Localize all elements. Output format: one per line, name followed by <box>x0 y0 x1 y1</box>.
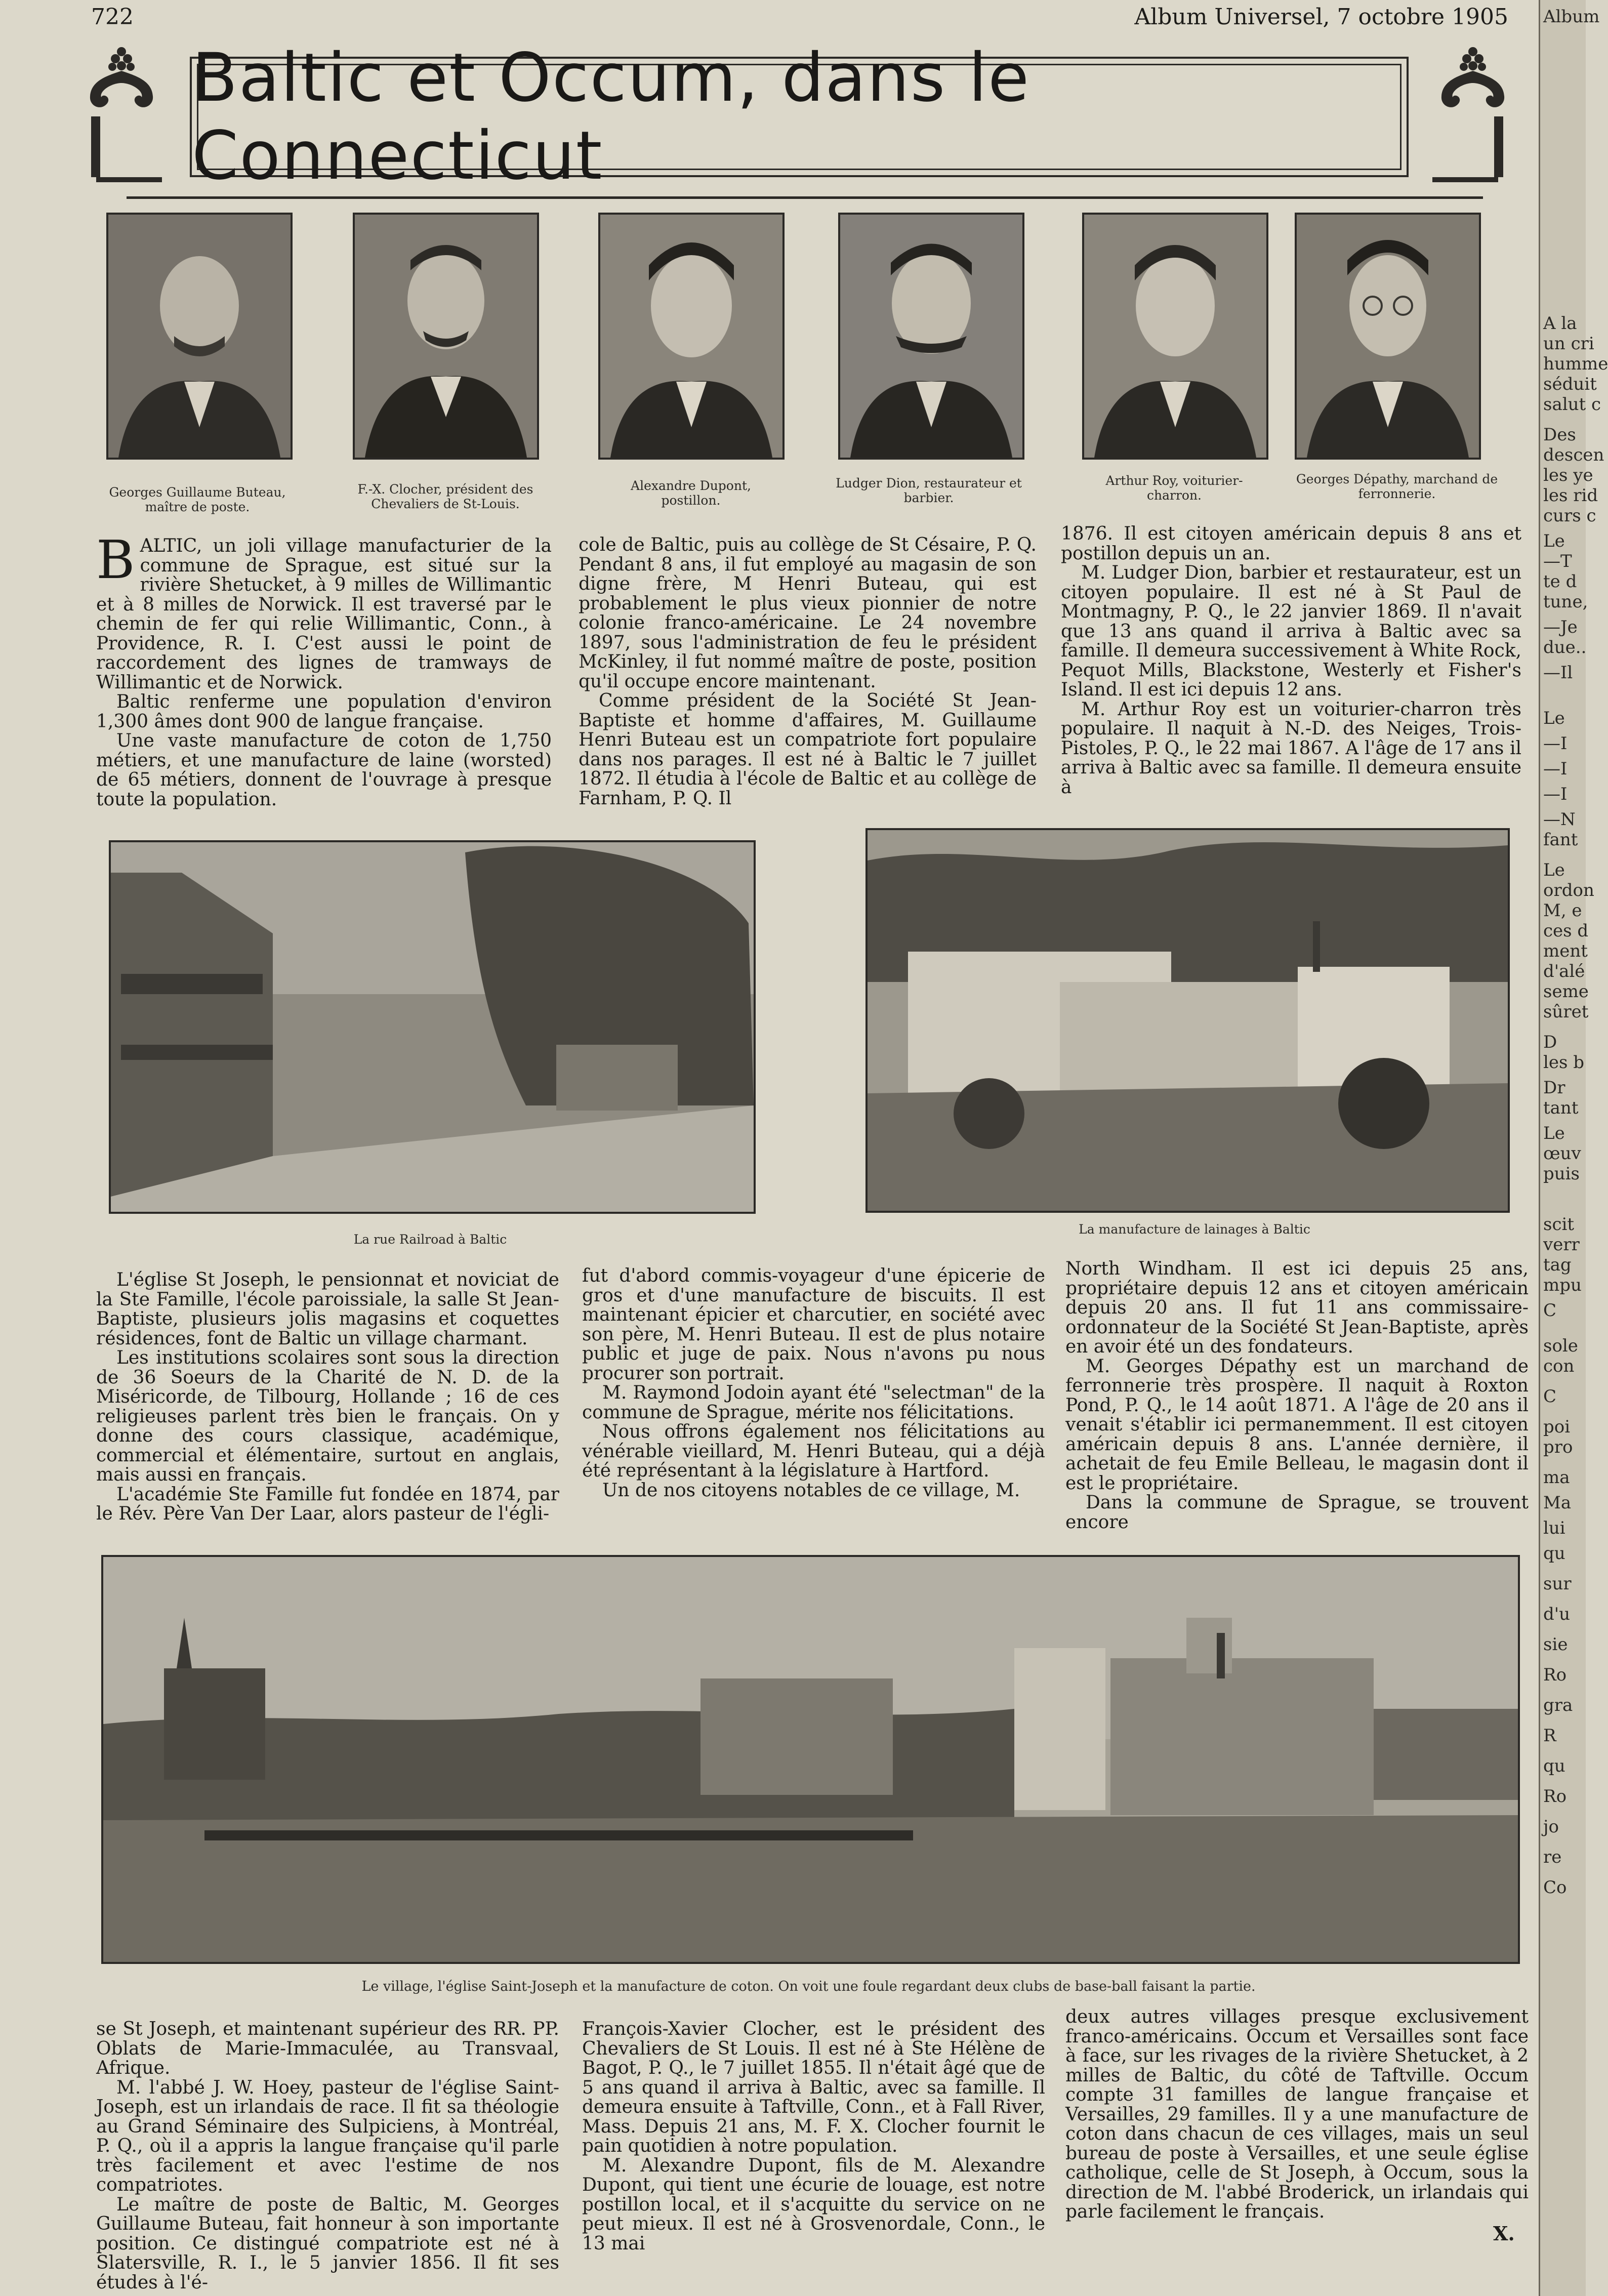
photo-manufacture-lainages <box>865 828 1510 1213</box>
section2-column-1: L'église St Joseph, le pensionnat et noviciat de la Ste Famille, l'école paroissiale, la salle St Jean-Baptiste, plusieurs jolis magasins et coquettes résidences, font de Baltic un village charmant. Les institutions scolaires sont sous la direction de 36 Soeurs de la Charité de N. D. de la Miséricorde, de Tilbourg, Hollande ; 16 de ces religieuses parlent très bien le français. On y donne des cours classique, académique, commercial et élémentaire, surtout en anglais, mais aussi en français. L'académie Ste Famille fut fondée en 1874, par le Rév. Père Van Der Laar, alors pasteur de l'égli- <box>96 1269 559 1524</box>
section3-column-1: se St Joseph, et maintenant supérieur des RR. PP. Oblats de Marie-Immaculée, au Transvaal, Afrique. M. l'abbé J. W. Hoey, pasteur de l'église Saint-Joseph, est un irlandais de race. Il fit sa théologie au Grand Séminaire des Sulpiciens, à Montréal, P. Q., où il a appris la langue française qu'il parle très facilement et avec l'estime de nos compatriotes. Le maître de poste de Baltic, M. Georges Guillaume Buteau, fait honneur à son importante position. Ce distingué compatriote est né à Slatersville, R. I., le 5 janvier 1856. Il fit ses études à l'é- <box>96 2019 559 2293</box>
article-title: Baltic et Occum, dans le Connecticut <box>192 39 1030 195</box>
portrait-depathy <box>1295 213 1481 460</box>
portrait-caption-roy: Arthur Roy, voiturier-charron. <box>1105 473 1243 503</box>
portrait-dupont <box>598 213 785 460</box>
title-frame <box>190 39 1409 195</box>
section1-column-3: 1876. Il est citoyen américain depuis 8 ans et postillon depuis un an. M. Ludger Dion, barbier et restaurateur, est un citoyen populaire. Il est né à St Paul de Montmagny, P. Q., le 22 janvier 1869. Il n'avait que 13 ans quand il arriva à Baltic avec sa famille. Il demeura successivement à White Rock, Pequot Mills, Blackstone, Westerly et Fisher's Island. Il est ici depuis 12 ans. M. Arthur Roy est un voiturier-charron très populaire. Il naquit à N.-D. des Neiges, Trois-Pistoles, P. Q., le 22 mai 1867. A l'âge de 17 ans il arriva à Baltic avec sa famille. Il demeura ensuite à <box>1061 523 1521 798</box>
portrait-caption-clocher: F.-X. Clocher, président des Chevaliers de St-Louis. <box>357 482 533 511</box>
portrait-dion <box>838 213 1024 460</box>
portrait-clocher <box>353 213 539 460</box>
photo-caption-railroad: La rue Railroad à Baltic <box>353 1232 507 1247</box>
portrait-caption-dupont: Alexandre Dupont, postillon. <box>631 478 751 508</box>
photo-rue-railroad <box>109 840 756 1214</box>
author-signature: X. <box>1493 2222 1515 2245</box>
page-number: 722 <box>91 4 134 30</box>
right-fleuron-ornament <box>1432 40 1513 192</box>
section3-column-2: François-Xavier Clocher, est le président des Chevaliers de St Louis. Il est né à Ste Hélène de Bagot, P. Q., le 7 juillet 1855. Il n'était âgé que de 5 ans quand il arriva à Baltic, avec sa famille. Il demeura ensuite à Taftville, Conn., et à Fall River, Mass. Depuis 21 ans, M. F. X. Clocher fournit le pain quotidien à notre population. M. Alexandre Dupont, fils de M. Alexandre Dupont, qui tient une écurie de louage, est notre postillon local, et il s'acquitte du service on ne peut mieux. Il est né à Grosvenordale, Conn., le 13 mai <box>582 2019 1045 2254</box>
photo-caption-village: Le village, l'église Saint-Joseph et la manufacture de coton. On voit une foule regardant deux clubs de base-ball faisant la partie. <box>361 1979 1256 1994</box>
next-page-edge: Album A la un cri humme séduit salut c Des descen les ye les rid curs c Le —T te d tune, —Je due.. —Il Le —I —I —I —N fant Le ordon M, e ces d ment d'alé seme sûret D les b Dr tant Le œuv puis scit verr tag mpu C sole con C poi pro ma Ma lui qu sur d'u sie Ro gra R qu Ro jo re Co <box>1539 0 1586 2296</box>
section1-column-2: cole de Baltic, puis au collège de St Césaire, P. Q. Pendant 8 ans, il fut employé au magasin de son digne frère, M Henri Buteau, qui est probablement le plus vieux pionnier de notre colonie franco-américaine. Le 24 novembre 1897, sous l'administration de feu le président McKinley, il fut nommé maître de poste, position qu'il occupe encore maintenant. Comme président de la Société St Jean-Baptiste et homme d'affaires, M. Guillaume Henri Buteau est un compatriote fort populaire dans nos parages. Il est né à Baltic le 7 juillet 1872. Il étudia à l'école de Baltic et au collège de Farnham, P. Q. Il <box>579 535 1037 809</box>
portrait-caption-buteau: Georges Guillaume Buteau, maître de poste. <box>109 485 286 514</box>
portrait-caption-depathy: Georges Dépathy, marchand de ferronnerie. <box>1296 472 1498 501</box>
portrait-roy <box>1082 213 1268 460</box>
portrait-buteau <box>106 213 293 460</box>
section2-column-3: North Windham. Il est ici depuis 25 ans, propriétaire depuis 12 ans et citoyen américain depuis 20 ans. Il fut 11 ans commissaire-ordonnateur de la Société St Jean-Baptiste, après en avoir été un des fondateurs. M. Georges Dépathy est un marchand de ferronnerie très prospère. Il naquit à Roxton Pond, P. Q., le 14 août 1871. A l'âge de 20 ans il venait s'établir ici permanemment. Il est citoyen américain depuis 8 ans. L'année dernière, il achetait de feu Emile Belleau, le magasin dont il est le propriétaire. Dans la commune de Sprague, se trouvent encore <box>1065 1258 1529 1533</box>
section1-column-1: BALTIC, un joli village manufacturier de la commune de Sprague, est situé sur la rivière Shetucket, à 9 milles de Willimantic et à 8 milles de Norwick. Il est traversé par le chemin de fer qui relie Willimantic, Conn., à Providence, R. I. C'est aussi le point de raccordement des lignes de tramways de Willimantic et de Norwick. Baltic renferme une population d'environ 1,300 âmes dont 900 de langue française. Une vaste manufacture de coton de 1,750 métiers, et une manufacture de laine (worsted) de 65 métiers, donnent de l'ouvrage à presque toute la population. <box>96 529 552 810</box>
portrait-caption-dion: Ludger Dion, restaurateur et barbier. <box>836 476 1022 505</box>
drop-cap: B <box>96 529 135 591</box>
edge-text: Album <box>1543 7 1600 27</box>
section2-column-2: fut d'abord commis-voyageur d'une épicerie de gros et d'une manufacture de biscuits. Il est maintenant épicier et charcutier, en société avec son père, M. Henri Buteau. Il est de plus notaire public et juge de paix. Nous n'avons pu nous procurer son portrait. M. Raymond Jodoin ayant été "selectman" de la commune de Sprague, mérite nos félicitations. Nous offrons également nos félicitations au vénérable vieillard, M. Henri Buteau, qui a déjà été représentant à la législature à Hartford. Un de nos citoyens notables de ce village, M. <box>582 1265 1045 1501</box>
running-head: Album Universel, 7 octobre 1905 <box>1134 4 1508 30</box>
header-rule <box>127 196 1483 199</box>
left-fleuron-ornament <box>81 40 162 192</box>
photo-caption-factory: La manufacture de lainages à Baltic <box>1079 1222 1310 1237</box>
photo-village-panorama <box>101 1555 1520 1964</box>
section3-column-3: deux autres villages presque exclusivement franco-américains. Occum et Versailles sont face à face, sur les rivages de la rivière Shetucket, à 2 milles de Baltic, du côté de Taftville. Occum compte 31 familles de langue française et Versailles, 29 familles. Il y a une manufacture de coton dans chacun de ces villages, mais un seul bureau de poste à Versailles, et une seule église catholique, celle de St Joseph, à Occum, sous la direction de M. l'abbé Broderick, un irlandais qui parle facilement le français. <box>1065 2006 1529 2222</box>
